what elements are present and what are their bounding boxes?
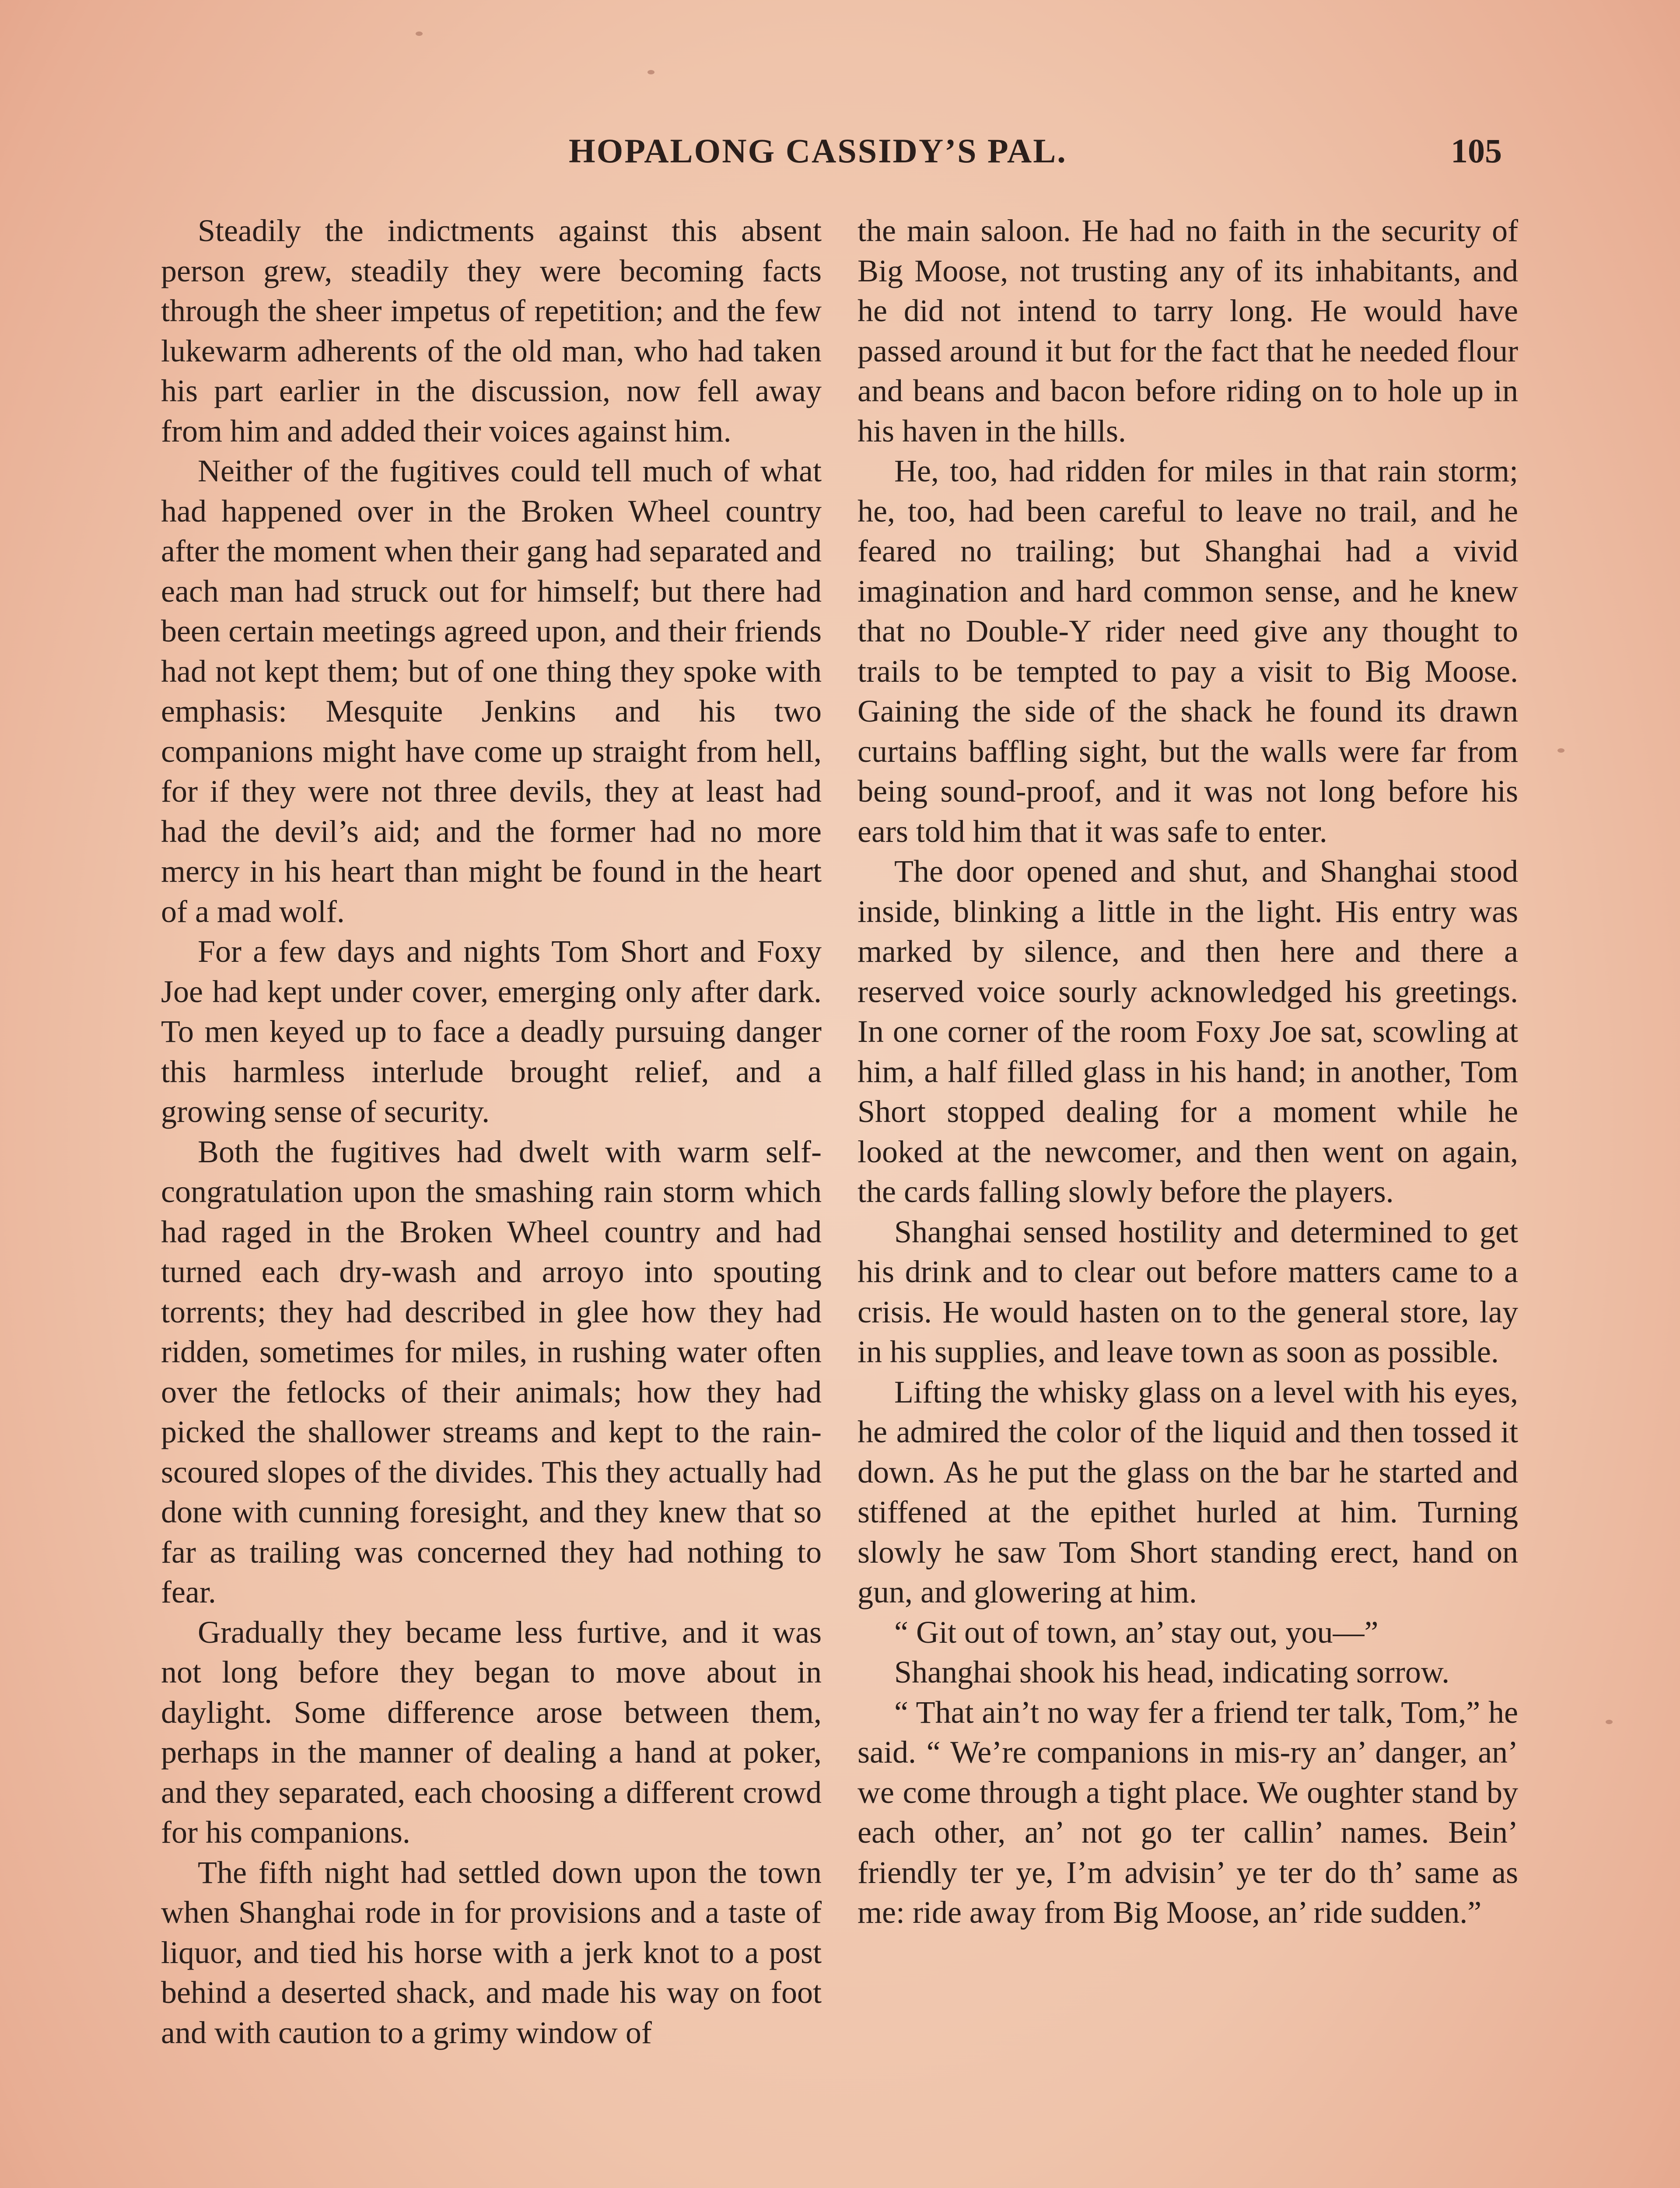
right-text-column <box>858 211 1518 1933</box>
paper-speck <box>1558 748 1564 753</box>
paragraph: Steadily the indictments against this absent person grew, steadily they were becoming facts through the sheer impetus of repetition; and the few lukewarm adherents of the old man, who had taken his part earlier in the discussion, now fell away from him and added their voices against him. <box>161 213 822 449</box>
paragraph: Gradually they became less furtive, and it was not long before they began to move about in daylight. Some difference arose between them, perhaps in the manner of dealing a hand at poker, and they separated, each choosing a different crowd for his companions. <box>161 1614 822 1850</box>
paragraph: Shanghai sensed hostility and determined to get his drink and to clear out before matters came to a crisis. He would hasten on to the general store, lay in his supplies, and leave town as soon as possible. <box>858 1214 1518 1369</box>
paper-speck <box>416 32 423 36</box>
paragraph: The door opened and shut, and Shanghai stood inside, blinking a little in the light. His entry was marked by silence, and then here and there a reserved voice sourly acknowledged his greetings. In one corner of the room Foxy Joe sat, scowling at him, a half filled glass in his hand; in another, Tom Short stopped dealing for a moment while he looked at the newcomer, and then went on again, the cards falling slowly before the players. <box>858 854 1518 1209</box>
paragraph: The fifth night had settled down upon the town when Shanghai rode in for provisions and a taste of liquor, and tied his horse with a jerk knot to a post behind a deserted shack, and made his way on foot and with caution to a grimy window of <box>161 1855 822 2050</box>
dialogue-line: “ That ain’t no way fer a friend ter talk, Tom,” he said. “ We’re companions in mis-ry an’ danger, an’ we come through a tight place. We oughter stand by each other, an’ not go ter callin’ names. Bein’ friendly ter ye, I’m advisin’ ye ter do th’ same as me: ride away from Big Moose, an’ ride sudden.” <box>858 1694 1518 1930</box>
page-number: 105 <box>1451 132 1502 170</box>
paragraph: Both the fugitives had dwelt with warm self-congratulation upon the smashing rain storm which had raged in the Broken Wheel country and had turned each dry-wash and arroyo into spouting torrents; they had described in glee how they had ridden, sometimes for miles, in rushing water often over the fetlocks of their animals; how they had picked the shallower streams and kept to the rain-scoured slopes of the divides. This they actually had done with cunning foresight, and they knew that so far as trailing was concerned they had nothing to fear. <box>161 1134 822 1609</box>
paper-speck <box>1606 1720 1613 1724</box>
paragraph: Neither of the fugitives could tell much of what had happened over in the Broken Wheel country after the moment when their gang had separated and each man had struck out for himself; but there had been certain meetings agreed upon, and their friends had not kept them; but of one thing they spoke with emphasis: Mesquite Jenkins and his two companions might have come up straight from hell, for if they were not three devils, they at least had had the devil’s aid; and the former had no more mercy in his heart than might be found in the heart of a mad wolf. <box>161 453 822 929</box>
running-title: HOPALONG CASSIDY’S PAL. <box>569 132 1067 170</box>
paragraph: For a few days and nights Tom Short and Foxy Joe had kept under cover, emerging only after dark. To men keyed up to face a deadly pursuing danger this harmless interlude brought relief, and a growing sense of security. <box>161 934 822 1129</box>
paper-speck <box>648 70 654 74</box>
left-text-column <box>161 211 822 2053</box>
continued-paragraph: the main saloon. He had no faith in the security of Big Moose, not trusting any of its inhabitants, and he did not intend to tarry long. He would have passed around it but for the fact that he needed flour and beans and bacon before riding on to hole up in his haven in the hills. <box>858 213 1518 449</box>
paragraph: He, too, had ridden for miles in that rain storm; he, too, had been careful to leave no trail, and he feared no trailing; but Shanghai had a vivid imagination and hard common sense, and he knew that no Double-Y rider need give any thought to trails to be tempted to pay a visit to Big Moose. Gaining the side of the shack he found its drawn curtains baffling sight, but the walls were far from being sound-proof, and it was not long before his ears told him that it was safe to enter. <box>858 453 1518 849</box>
paragraph: Shanghai shook his head, indicating sorrow. <box>894 1655 1450 1690</box>
paragraph: Lifting the whisky glass on a level with his eyes, he admired the color of the liquid and then tossed it down. As he put the glass on the bar he started and stiffened at the epithet hurled at him. Turning slowly he saw Tom Short standing erect, hand on gun, and glowering at him. <box>858 1374 1518 1609</box>
dialogue-line: “ Git out of town, an’ stay out, you—” <box>894 1614 1379 1650</box>
